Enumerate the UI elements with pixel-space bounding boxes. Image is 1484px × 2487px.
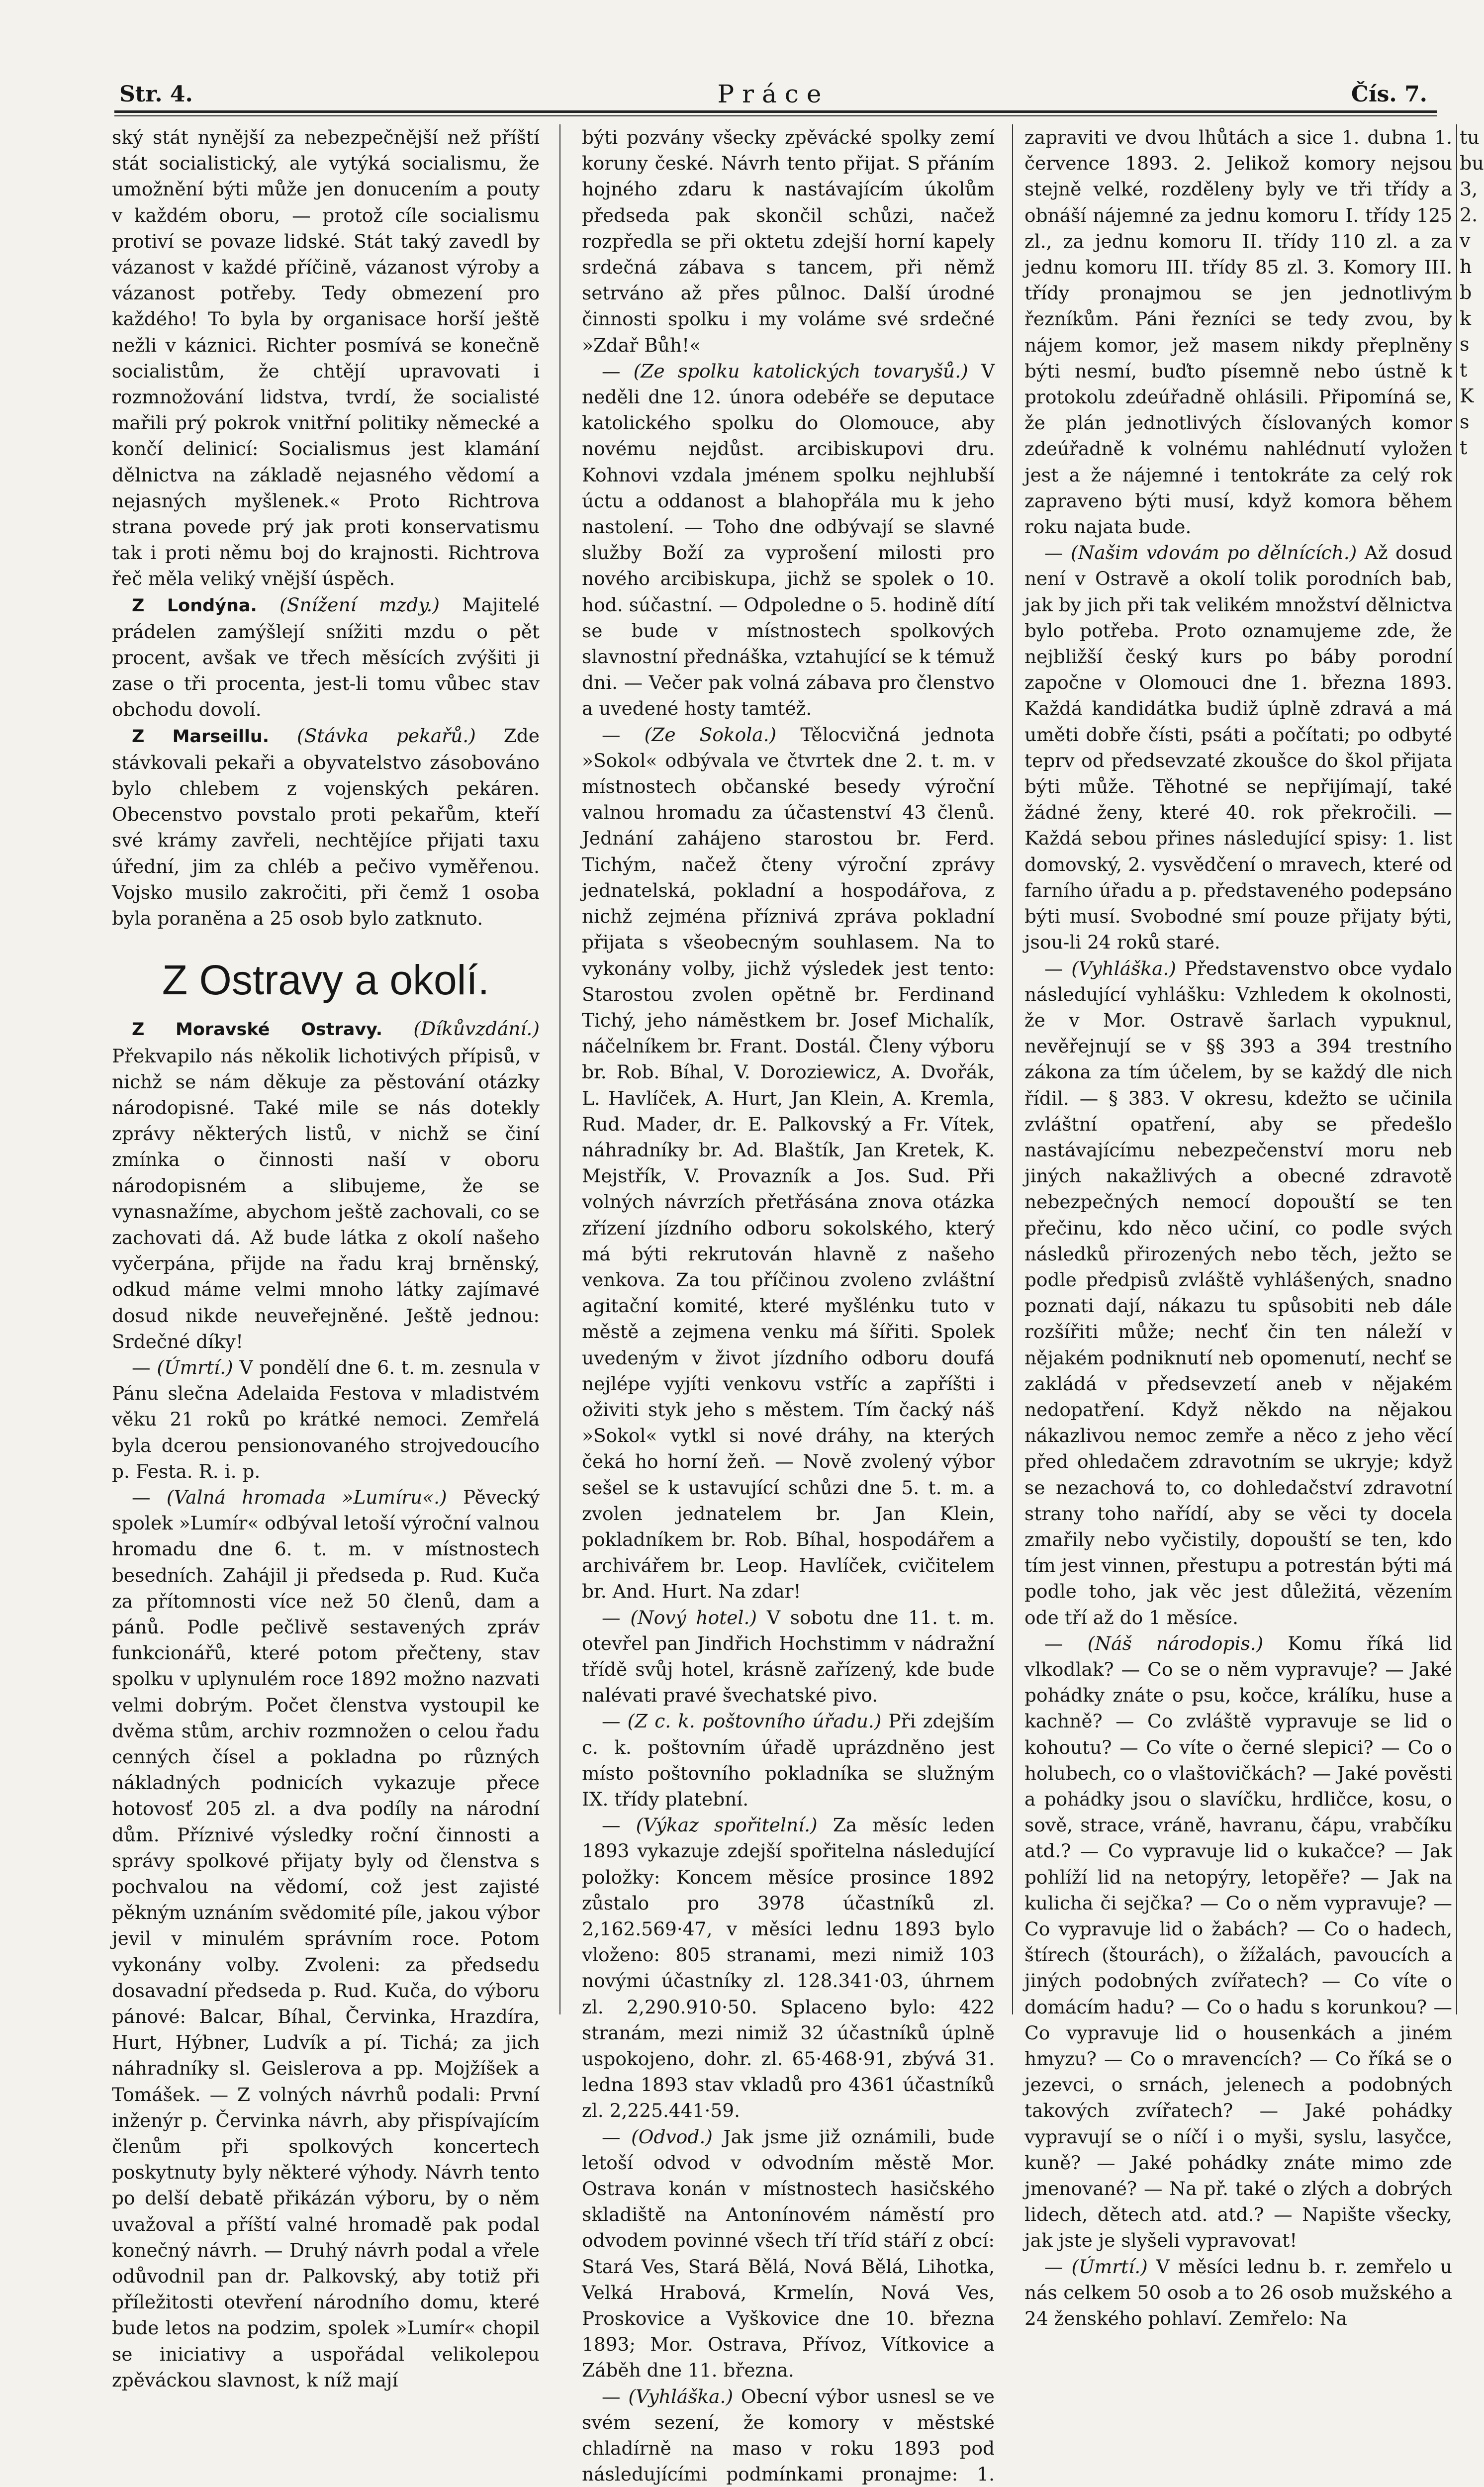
article-london — [112, 592, 540, 723]
fragment-line: s — [1460, 333, 1470, 355]
column-1 — [112, 124, 540, 2393]
article-body: V neděli dne 12. února odebéře se deputace katolického spolku do Olomouce, aby novému nejdůst. arcibiskupovi dru. Kohnovi vzdala jménem spolku nejhlubší úctu a oddanost a blahopřála mu k jeho nastolení. — Toho dne odbývají se slavné služby Boží za vyprošení milosti pro nového arcibiskupa, jichž se spolek o 10. hod. súčastní. — Odpoledne o 5. hodině dítí se bude v místnostech spolkových slavnostní přednáška, vztahující se k témuž dni. — Večer pak volná zábava pro členstvo a uvedené hosty tamtéž. — [582, 360, 995, 720]
article-subtitle: (Snížení mzdy.) — [279, 593, 440, 616]
article-subtitle: (Nový hotel.) — [630, 1606, 757, 1628]
column-4-fragment — [1460, 124, 1484, 461]
article-subtitle: (Valná hromada »Lumíru«.) — [166, 1486, 447, 1508]
article-body: Překvapilo nás několik lichotivých přípisů, v nichž se nám děkuje za pěstování otázky národopisné. Také mile se nás dotekly zprávy některých listů, v nichž se činí zmínka o činnosti naší v oboru národopisném a slibujeme, že se vynasnažíme, abychom ještě zachovali, co se zachovati dá. Až bude látka z okolí našeho vyčerpána, přijde na řadu kraj brněnský, odkud máme velmi mnoho látky zajímavé dosud nikde neuveřejněné. Ještě jednou: Srdečné díky! — [112, 1045, 540, 1352]
article-post: — (Z c. k. poštovního úřadu.) Při zdejším c. k. poštovním úřadě uprázdněno jest místo poštovního pokladníka se služným IX. třídy platební. — [582, 1710, 995, 1810]
header-rule — [114, 110, 1437, 113]
article-body: Pěvecký spolek »Lumír« odbýval letoší výroční valnou hromadu dne 6. t. m. v místnostech besedních. Zahájil ji předseda p. Rud. Kuča za přítomnosti více než 50 členů, dam a pánů. Podle pečlivě sestavených zpráv funkcionářů, které potom přečteny, stav spolku v uplynulém roce 1892 možno nazvati velmi dobrým. Počet členstva vystoupil ke dvěma stům, archiv rozmnožen o celou řadu cenných čísel a pokladna po různých nákladných podnicích vykazuje přece hotovosť 205 zl. a dva podíly na národní dům. Příznivé výsledky roční činnosti a správy spolkové přijaty byly od členstva s pochvalou na vědomí, což jest zajisté pěkným uznáním svědomité píle, jakou výbor jevil v minulém správním roce. Potom vykonány volby. Zvoleni: za předsedu dosavadní předseda p. Rud. Kuča, do výboru pánové: Balcar, Bíhal, Červinka, Hrazdíra, Hurt, Hýbner, Ludvík a pí. Tichá; za jich náhradníky sl. Geislerova a pp. Mojžíšek a Tomášek. — Z volných návrhů podali: První inženýr p. Červinka návrh, aby přispívajícím členům při spolkových koncertech poskytnuty byly některé výhody. Návrh tento po delší debatě přikázán výboru, by o něm uvažoval a příští valné hromadě pak podal konečný návrh. — Druhý návrh podal a vřele odůvodnil pan dr. Palkovský, aby totiž při příležitosti otevření národního domu, které bude letos na podzim, spolek »Lumír« chopil se iniciativy a uspořádal velikolepou zpěváckou slavnost, k níž mají — [112, 1486, 540, 2391]
fragment-line: 2. — [1460, 204, 1478, 226]
article-subtitle: (Úmrtí.) — [157, 1356, 233, 1378]
article-moravska-ostrava — [112, 1016, 540, 1354]
article-umrti-2: — (Úmrtí.) V měsíci lednu b. r. zemřelo u nás celkem 50 osob a to 26 osob mužského a 24 ženského pohlaví. Zemřelo: Na — [1024, 2255, 1452, 2330]
column-divider — [559, 124, 560, 2014]
article-subtitle: (Ze spolku katolických tovaryšů.) — [633, 360, 968, 382]
article-body: V měsíci lednu b. r. zemřelo u nás celkem 50 osob a to 26 osob mužského a 24 ženského pohlaví. Zemřelo: Na — [1024, 2255, 1452, 2330]
article-hotel: — (Nový hotel.) V sobotu dne 11. t. m. otevřel pan Jindřich Hochstimm v nádražní třídě svůj hotel, krásně zařízený, kde bude nalévati pravé švechatské pivo. — [582, 1606, 995, 1707]
page-header — [114, 80, 1432, 109]
fragment-line: 3, — [1460, 178, 1478, 200]
article-body: Jak jsme již oznámili, bude letoší odvod v odvodním městě Mor. Ostrava konán v místnostech hasičského skladiště na Antonínovém náměstí pro odvodem povinné všech tří tříd stáří z obcí: Stará Ves, Stará Bělá, Nová Bělá, Lihotka, Velká Hrabová, Krmelín, Nová Ves, Proskovice a Vyškovice dne 10. března 1893; Mor. Ostrava, Přívoz, Vítkovice a Záběh dne 11. března. — [582, 2125, 995, 2382]
fragment-line: h — [1460, 256, 1472, 278]
article-subtitle: (Vyhláška.) — [628, 2385, 734, 2407]
fragment-line: t — [1460, 437, 1468, 459]
article-subtitle: (Z c. k. poštovního úřadu.) — [627, 1710, 882, 1732]
article-vdovy: — (Našim vdovám po dělnících.) Až dosud není v Ostravě a okolí tolik porodních bab, jak by jich při tak velikém množství dělnictva bylo potřeba. Proto oznamujeme zde, že nejbližší český kurs po báby porodní započne v Olomouci dne 1. března 1893. Každá kandidátka budiž úplně zdravá a má uměti dobře čísti, psáti a počítati; po odbyté teprv od předsevzaté zkoušce do škol přijata býti může. Těhotné se nepřijímají, také žádné ženy, které 40. rok překročili. — Každá sebou přines následující spisy: 1. list domovský, 2. vysvědčení o mravech, které od farního úřadu a p. představeného podepsáno býti musí. Svobodné smí pouze přijaty býti, jsou-li 24 roků staré. — [1024, 542, 1453, 954]
section-heading: Z Ostravy a okolí. — [162, 957, 490, 1004]
article-title: Z Moravské Ostravy. — [132, 1020, 383, 1040]
article-sporitelna: — (Výkaz spořitelní.) Za měsíc leden 1893 vykazuje zdejší spořitelna následující položky: Koncem měsíce prosince 1892 zůstalo pro 3978 účastníků zl. 2,162.569·47, v měsíci lednu 1893 bylo vloženo: 805 stranami, mezi nimiž 103 novými účastníky zl. 128.341·03, úhrnem zl. 2,290.910·50. Splaceno bylo: 422 stranám, mezi nimiž 32 účastníků úplně uspokojeno, dohr. zl. 65·468·91, zbývá 31. ledna 1893 stav vkladů pro 4361 účastníků zl. 2,225.441·59. — [582, 1814, 995, 2122]
fragment-line: bu — [1460, 152, 1484, 174]
fragment-line: b — [1460, 282, 1472, 303]
fragment-line: K — [1460, 385, 1474, 407]
article-paragraph: ský stát nynější za nebezpečnější než příští stát socialistický, ale vytýká socialismu, že umožnění býti může jen donucením a pouty v každém oboru, — protož cíle socialismu protiví se povaze lidské. Stát taký zavedl by vázanost v každé příčině, vázanost výroby a vázanost potřeby. Tedy obmezení pro každého! To byla by organisace horší ještě nežli v káznici. Richter posmívá se konečně socialistům, že chtějí upravovati i rozmnožování lidstva, tvrdí, že socialisté mařili prý pokrok vnitřní politiky německé a končí delinicí: Socialismus jest klamání dělnictva na základě nejasného vědomí a nejasných myšlenek.« Proto Richtrova strana povede prý jak proti konservatismu tak i proti němu boj do krajnosti. Richtrova řeč měla veliký vnější úspěch. — [112, 126, 540, 590]
fragment-line: s — [1460, 411, 1470, 433]
column-divider — [1012, 124, 1013, 2014]
article-body: V pondělí dne 6. t. m. zesnula v Pánu slečna Adelaida Festova v mladistvém věku 21 roků po krátké nemoci. Zemřelá byla dcerou pensionovaného strojvedoucího p. Festa. R. i. p. — [112, 1356, 540, 1482]
article-lumir: — (Valná hromada »Lumíru«.) Pěvecký spolek »Lumír« odbýval letoší výroční valnou hromadu dne 6. t. m. v místnostech besedních. Zahájil ji předseda p. Rud. Kuča za přítomnosti více než 50 členů, dam a pánů. Podle pečlivě sestavených zpráv funkcionářů, které potom přečteny, stav spolku v uplynulém roce 1892 možno nazvati velmi dobrým. Počet členstva vystoupil ke dvěma stům, archiv rozmnožen o celou řadu cenných čísel a pokladna po různých nákladných podnicích vykazuje přece hotovosť 205 zl. a dva podíly na národní dům. Příznivé výsledky roční činnosti a správy spolkové přijaty byly od členstva s pochvalou na vědomí, což jest zajisté pěkným uznáním svědomité píle, jakou výbor jevil v minulém správním roce. Potom vykonány volby. Zvoleni: za předsedu dosavadní předseda p. Rud. Kuča, do výboru pánové: Balcar, Bíhal, Červinka, Hrazdíra, Hurt, Hýbner, Ludvík a pí. Tichá; za jich náhradníky sl. Geislerova a pp. Mojžíšek a Tomášek. — Z volných návrhů podali: První inženýr p. Červinka návrh, aby přispívajícím členům při spolkových koncertech poskytnuty byly některé výhody. Návrh tento po delší debatě přikázán výboru, by o něm uvažoval a příští valné hromadě pak podal konečný návrh. — Druhý návrh podal a vřele odůvodnil pan dr. Palkovský, aby totiž při příležitosti otevření národního domu, které bude letos na podzim, spolek »Lumír« chopil se iniciativy a uspořádal velikolepou zpěváckou slavnost, k níž mají — [112, 1486, 540, 2391]
article-subtitle: (Ze Sokola.) — [644, 723, 777, 746]
column-divider — [1456, 124, 1457, 2014]
article-narodopis: — (Náš národopis.) Komu říká lid vlkodlak? — Co se o něm vypravuje? — Jaké pohádky znáte o psu, kočce, králíku, huse a kachně? — Co zvláště vypravuje se lid o kohoutu? — Co víte o černé slepici? — Co o holubech, co o vlaštovičkách? — Jaké pověsti a pohádky jsou o slavíčku, hrdličce, kosu, o sově, strace, vráně, havranu, čápu, vrabčíku atd.? — Co vypravuje lid o kukačce? — Jak pohlíží lid na netopýry, letopěře? — Jak na kulicha či sejčka? — Co o něm vypravuje? — Co vypravuje lid o žabách? — Co o hadech, štírech (štourách), o žížalách, pavoucích a jiných podobných zvířatech? — Co víte o domácím hadu? — Co o hadu s korunkou? — Co vypravuje lid o housenkách a jiném hmyzu? — Co o mravencích? — Co říká se o jezevci, o srnách, jelenech a podobných takových zvířatech? — Jaké pohádky vypravují se o níčí i o myši, syslu, lasyčce, kuně? — Jaké pohádky znáte mimo zde jmenované? — Na př. také o zlých a dobrých lidech, dětech atd. atd.? — Napište všecky, jak jste je slyšeli vypravovat! — [1024, 1632, 1452, 2252]
article-body: Za měsíc leden 1893 vykazuje zdejší spořitelna následující položky: Koncem měsíce prosince 1892 zůstalo pro 3978 účastníků zl. 2,162.569·47, v měsíci lednu 1893 bylo vloženo: 805 stranami, mezi nimiž 103 novými účastníky zl. 128.341·03, úhrnem zl. 2,290.910·50. Splaceno bylo: 422 stranám, mezi nimiž 32 účastníků úplně uspokojeno, dohr. zl. 65·468·91, zbývá 31. ledna 1893 stav vkladů pro 4361 účastníků zl. 2,225.441·59. — [582, 1814, 995, 2122]
article-subtitle: (Výkaz spořitelní.) — [636, 1814, 818, 1836]
article-subtitle: (Vyhláška.) — [1071, 957, 1177, 979]
article-umrti: — (Úmrtí.) V pondělí dne 6. t. m. zesnula v Pánu slečna Adelaida Festova v mladistvém věku 21 roků po krátké nemoci. Zemřelá byla dcerou pensionovaného strojvedoucího p. Festa. R. i. p. — [112, 1356, 540, 1482]
article-subtitle: (Náš národopis.) — [1087, 1632, 1264, 1654]
article-body: Zde stávkovali pekaři a obyvatelstvo zásobováno bylo chlebem z vojenských pekáren. Obecenstvo povstalo proti pekařům, kteří své krámy zavřeli, nechtějíce přijati taxu úřední, jim za chléb a pečivo vyměřenou. Vojsko musilo zakročiti, při čemž 1 osoba byla poraněna a 25 osob bylo zatknuto. — [112, 724, 540, 930]
article-subtitle: (Odvod.) — [631, 2125, 713, 2148]
article-vyhlaska: — (Vyhláška.) Obecní výbor usnesl se ve svém sezení, že komory v městské chladírně na maso v roku 1893 pod následujícími podmínkami pronajme: 1. — [582, 2384, 995, 2487]
article-tovarysi: — (Ze spolku katolických tovaryšů.) V neděli dne 12. února odebéře se deputace katolického spolku do Olomouce, aby novému nejdůst. arcibiskupovi dru. Kohnovi vzdala jménem spolku nejhlubší úctu a oddanost a blahopřála mu k jeho nastolení. — Toho dne odbývají se slavné služby Boží za vyprošení milosti pro nového arcibiskupa, jichž se spolek o 10. hod. súčastní. — Odpoledne o 5. hodině dítí se bude v místnostech spolkových slavnostní přednáška, vztahující se k témuž dni. — Večer pak volná zábava pro členstvo a uvedené hosty tamtéž. — [582, 360, 995, 720]
article-paragraph: zapraviti ve dvou lhůtách a sice 1. dubna 1. července 1893. 2. Jelikož komory nejsou stejně velké, rozděleny byly ve tři třídy a obnáší nájemné za jednu komoru I. třídy 125 zl., za jednu komoru II. třídy 110 zl. a za jednu komoru III. třídy 85 zl. 3. Komory III. třídy pronajmou se jen jednotlivým řezníkům. Páni řezníci se tedy zvou, by nájem komor, jež masem nikdy přeplněny býti nesmí, buďto písemně nebo ústně k protokolu zdeúřadně ohlásili. Připomíná se, že plán jednotlivých číslovaných komor zdeúřadně k volnému nahlédnutí vyložen jest a že nájemné i tentokráte za celý rok zapraveno býti musí, když komora během roku najata bude. — [1024, 126, 1452, 538]
article-body: Majitelé prádelen zamýšlejí snížiti mzdu o pět procent, avšak ve třech měsících zvýšiti ji zase o tři procenta, jest-li tomu vůbec stav obchodu dovolí. — [112, 593, 540, 721]
article-subtitle: (Našim vdovám po dělnících.) — [1070, 542, 1357, 564]
article-subtitle: (Stávka pekařů.) — [296, 724, 476, 747]
article-vyhlaska-2: — (Vyhláška.) Představenstvo obce vydalo následující vyhlášku: Vzhledem k okolnosti, že v Mor. Ostravě šarlach vypuknul, nevěřejnují se v §§ 393 a 394 trestního zákona za tím účelem, by se každý dle nich řídil. — § 383. V okresu, kdežto se učinila zvláštní opatření, aby se předešlo nastávajícímu nebezpečenství moru neb jiných nakažlivých a obecné zdravotě nebezpečných nemocí dopouští se ten přečinu, kdo něco učiní, co podle svých následků přirozených nebo těch, ježto se podle předpisů zvláště vyhlášených, snadno poznati dají, nákazu tu spůsobiti neb dále rozšířiti může; nechť čin ten náleží v nějakém podniknutí neb opomenutí, nechť se zakládá v předsevzetí aneb v nějakém nedopatření. Když někdo na nějakou nákazlivou nemoc zemře a něco z jeho věcí před ohledačem zdravotním se ukryje; když se nezachová to, co dohledačství zdravotní strany toho nařídí, aby se věci ty docela zmařily nebo vyčistily, dopouští se ten, kdo tím jest vinnen, přestupu a potrestán býti má podle toho, jak věc jest důležitá, vězením ode tří až do 1 měsíce. — [1024, 957, 1453, 1628]
article-marseille — [112, 723, 540, 932]
article-body: Obecní výbor usnesl se ve svém sezení, že komory v městské chladírně na maso v roku 1893 pod následujícími podmínkami pronajme: 1. — [582, 2385, 995, 2486]
newspaper-title: Práce — [717, 80, 830, 108]
article-paragraph: býti pozvány všecky zpěvácké spolky zemí koruny české. Návrh tento přijat. S přáním hojného zdaru k nastávajícím úkolům předseda pak skončil schůzi, načež rozpředla se při oktetu zdejší horní kapely srdečná zábava s tancem, při němž setrváno až přes půlnoc. Další úrodné činnosti spolku i my voláme své srdečné »Zdař Bůh!« — [582, 126, 995, 356]
article-subtitle: (Díkůvzdání.) — [413, 1018, 540, 1040]
article-body: Při zdejším c. k. poštovním úřadě uprázdněno jest místo poštovního pokladníka se služným IX. třídy platební. — [582, 1710, 995, 1810]
column-3 — [1024, 124, 1452, 2331]
header-rule-thin — [114, 115, 1437, 116]
fragment-line: k — [1460, 307, 1472, 329]
article-body: Tělocvičná jednota »Sokol« odbývala ve čtvrtek dne 2. t. m. v místnostech občanské besedy výroční valnou hromadu za účastenství 43 členů. Jednání zahájeno starostou br. Ferd. Tichým, načež čteny výroční zprávy jednatelská, pokladní a hospodářova, z nichž zejména příznivá zpráva pokladní přijata s všeobecným souhlasem. Na to vykonány volby, jichž výsledek jest tento: Starostou zvolen opětně br. Ferdinand Tichý, jeho náměstkem br. Josef Michalík, náčelníkem br. Frant. Dostál. Členy výboru br. Rob. Bíhal, V. Doroziewicz, A. Dvořák, L. Havlíček, A. Hurt, Jan Klein, A. Kremla, Rud. Mader, dr. E. Palkovský a Fr. Vítek, náhradníky br. Ad. Blaštík, Jan Kretek, K. Mejstřík, V. Provazník a Jos. Sud. Při volných návrzích přetřásána znova otázka zřízení jízdního odboru sokolského, který má býti rekrutován hlavně z našeho venkova. Za tou příčinou zvoleno zvláštní agitační komité, které myšlénku tuto v městě a zejmena venku má šířiti. Spolek uvedeným v život jízdního odboru doufá nejlépe vyjíti venkovu vstříc a zapříšti i oživiti styk jeho s městem. Tím čacký náš »Sokol« vytkl si nové dráhy, na kterých čeká ho horní žeň. — Nově zvolený výbor sešel se k ustavující schůzi dne 5. t. m. a zvolen jednatelem br. Jan Klein, pokladníkem br. Rob. Bíhal, hospodářem a archivářem br. Leop. Havlíček, cvičitelem br. And. Hurt. Na zdar! — [582, 723, 995, 1603]
article-title: Z Londýna. — [132, 595, 257, 616]
fragment-line: v — [1460, 230, 1471, 252]
article-body: Představenstvo obce vydalo následující vyhlášku: Vzhledem k okolnosti, že v Mor. Ostravě šarlach vypuknul, nevěřejnují se v §§ 393 a 394 trestního zákona za tím účelem, by se každý dle nich řídil. — § 383. V okresu, kdežto se učinila zvláštní opatření, aby se předešlo nastávajícímu nebezpečenství moru neb jiných nakažlivých a obecné zdravotě nebezpečných nemocí dopouští se ten přečinu, kdo něco učiní, co podle svých následků přirozených nebo těch, ježto se podle předpisů zvláště vyhlášených, snadno poznati dají, nákazu tu spůsobiti neb dále rozšířiti může; nechť čin ten náleží v nějakém podniknutí neb opomenutí, nechť se zakládá v předsevzetí aneb v nějakém nedopatření. Když někdo na nějakou nákazlivou nemoc zemře a něco z jeho věcí před ohledačem zdravotním se ukryje; když se nezachová to, co dohledačství zdravotní strany toho nařídí, aby se věci ty docela zmařily nebo vyčistily, dopouští se ten, kdo tím jest vinnen, přestupu a potrestán býti má podle toho, jak věc jest důležitá, vězením ode tří až do 1 měsíce. — [1024, 957, 1453, 1628]
fragment-line: t — [1460, 359, 1468, 381]
article-sokol: — (Ze Sokola.) Tělocvičná jednota »Sokol« odbývala ve čtvrtek dne 2. t. m. v místnostech občanské besedy výroční valnou hromadu za účastenství 43 členů. Jednání zahájeno starostou br. Ferd. Tichým, načež čteny výroční zprávy jednatelská, pokladní a hospodářova, z nichž zejména příznivá zpráva pokladní přijata s všeobecným souhlasem. Na to vykonány volby, jichž výsledek jest tento: Starostou zvolen opětně br. Ferdinand Tichý, jeho náměstkem br. Josef Michalík, náčelníkem br. Frant. Dostál. Členy výboru br. Rob. Bíhal, V. Doroziewicz, A. Dvořák, L. Havlíček, A. Hurt, Jan Klein, A. Kremla, Rud. Mader, dr. E. Palkovský a Fr. Vítek, náhradníky br. Ad. Blaštík, Jan Kretek, K. Mejstřík, V. Provazník a Jos. Sud. Při volných návrzích přetřásána znova otázka zřízení jízdního odboru sokolského, který má býti rekrutován hlavně z našeho venkova. Za tou příčinou zvoleno zvláštní agitační komité, které myšlénku tuto v městě a zejmena venku má šířiti. Spolek uvedeným v život jízdního odboru doufá nejlépe vyjíti venkovu vstříc a zapříšti i oživiti styk jeho s městem. Tím čacký náš »Sokol« vytkl si nové dráhy, na kterých čeká ho horní žeň. — Nově zvolený výbor sešel se k ustavující schůzi dne 5. t. m. a zvolen jednatelem br. Jan Klein, pokladníkem br. Rob. Bíhal, hospodářem a archivářem br. Leop. Havlíček, cvičitelem br. And. Hurt. Na zdar! — [582, 723, 995, 1603]
page-number: Str. 4. — [119, 82, 193, 107]
article-odvod: — (Odvod.) Jak jsme již oznámili, bude letoší odvod v odvodním městě Mor. Ostrava konán v místnostech hasičského skladiště na Antonínovém náměstí pro odvodem povinné všech tří tříd stáří z obcí: Stará Ves, Stará Bělá, Nová Bělá, Lihotka, Velká Hrabová, Krmelín, Nová Ves, Proskovice a Vyškovice dne 10. března 1893; Mor. Ostrava, Přívoz, Vítkovice a Záběh dne 11. března. — [582, 2125, 995, 2382]
article-body: V sobotu dne 11. t. m. otevřel pan Jindřich Hochstimm v nádražní třídě svůj hotel, krásně zařízený, kde bude nalévati pravé švechatské pivo. — [582, 1606, 995, 1707]
article-body: Až dosud není v Ostravě a okolí tolik porodních bab, jak by jich při tak velikém množství dělnictva bylo potřeba. Proto oznamujeme zde, že nejbližší český kurs po báby porodní započne v Olomouci dne 1. března 1893. Každá kandidátka budiž úplně zdravá a má uměti dobře čísti, psáti a počítati; po odbyté teprv od předsevzaté zkoušce do škol přijata býti může. Těhotné se nepřijímají, také žádné ženy, které 40. rok překročili. — Každá sebou přines následující spisy: 1. list domovský, 2. vysvědčení o mravech, které od farního úřadu a p. představeného podepsáno býti musí. Svobodné smí pouze přijaty býti, jsou-li 24 roků staré. — [1024, 542, 1453, 954]
article-subtitle: (Úmrtí.) — [1071, 2255, 1148, 2278]
issue-number: Čís. 7. — [1351, 82, 1427, 107]
fragment-line: tu — [1460, 126, 1480, 148]
article-body: Komu říká lid vlkodlak? — Co se o něm vypravuje? — Jaké pohádky znáte o psu, kočce, králíku, huse a kachně? — Co zvláště vypravuje se lid o kohoutu? — Co víte o černé slepici? — Co o holubech, co o vlaštovičkách? — Jaké pověsti a pohádky jsou o slavíčku, hrdličce, kosu, o sově, strace, vráně, havranu, čápu, vrabčíku atd.? — Co vypravuje lid o kukačce? — Jak pohlíží lid na netopýry, letopěře? — Jak na kulicha či sejčka? — Co o něm vypravuje? — Co vypravuje lid o žabách? — Co o hadech, štírech (štourách), o žížalách, pavoucích a jiných podobných zvířatech? — Co víte o domácím hadu? — Co o hadu s korunkou? — Co vypravuje lid o housenkách a jiném hmyzu? — Co o mravencích? — Co říká se o jezevci, o srnách, jelenech a podobných takových zvířatech? — Jaké pohádky vypravují se o níčí i o myši, syslu, lasyčce, kuně? — Jaké pohádky znáte mimo zde jmenované? — Na př. také o zlých a dobrých lidech, dětech atd. atd.? — Napište všecky, jak jste je slyšeli vypravovat! — [1024, 1632, 1452, 2252]
column-2 — [582, 124, 995, 2487]
article-title: Z Marseillu. — [132, 726, 270, 747]
